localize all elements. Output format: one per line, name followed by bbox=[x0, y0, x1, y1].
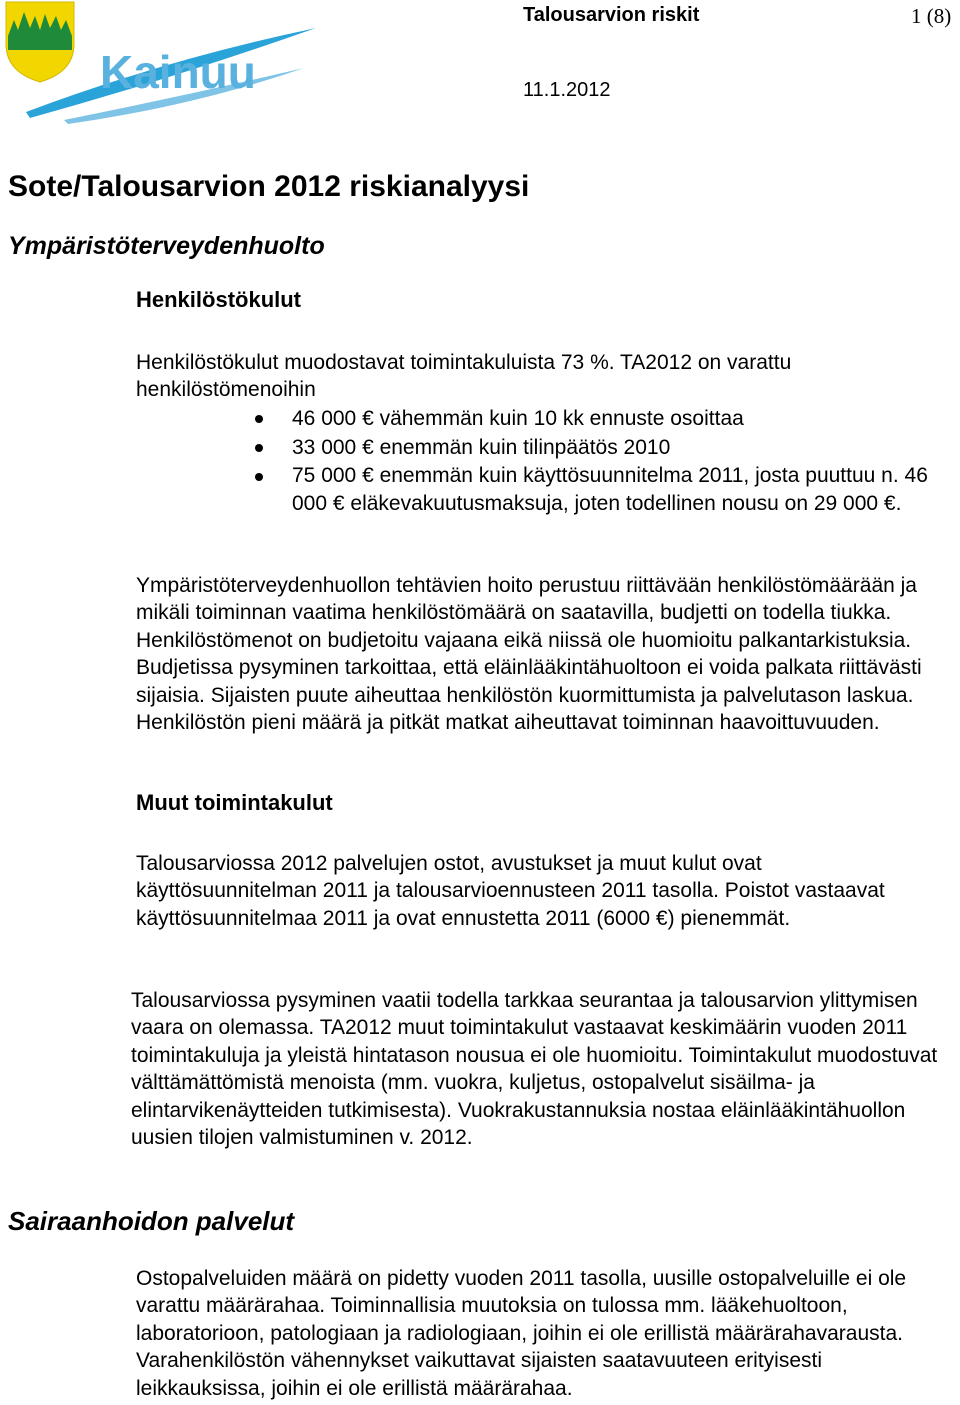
kainuu-logo bbox=[4, 0, 344, 125]
kainuu-logo-graphic bbox=[4, 0, 344, 125]
paragraph-henkilostomaara: Ympäristöterveydenhuollon tehtävien hoito perustuu riittävään henkilöstömäärään ja mikäli toiminnan vaatima henkilöstömäärä on saatavilla, budjetti on todella tiukka. Henkilöstömenot on budjetoitu vajaana eikä niissä ole huomioitu palkantarkistuksia. Budjetissa pysyminen tarkoittaa, että eläinlääkintähuoltoon ei voida palkata riittävästi sijaisia. Sijaisten puute aiheuttaa henkilöstön kuormittumista ja palvelutason laskua. Henkilöstön pieni määrä ja pitkät matkat aiheuttavat toiminnan haavoittuvuuden. bbox=[136, 574, 922, 735]
logo-text: Kainuu bbox=[100, 46, 256, 98]
page-number: 1 (8) bbox=[911, 4, 952, 28]
document-date: 11.1.2012 bbox=[523, 79, 611, 101]
paragraph-henkilostokulut-intro: Henkilöstökulut muodostavat toimintakuluista 73 %. TA2012 on varattu henkilöstömenoihin bbox=[136, 351, 792, 402]
paragraph-muut-toimintakulut-2: Talousarviossa pysyminen vaatii todella tarkkaa seurantaa ja talousarvion ylittymisen vaara on olemassa. TA2012 muut toimintakulut vastaavat keskimäärin vuoden 2011 toimintakuluja ja yleistä hintatason nousua ei ole huomioitu. Toimintakulut muodostuvat välttämättömistä menoista (mm. vuokra, kuljetus, ostopalvelut sisäilma- ja elintarvikenäytteiden tutkimisesta). Vuokrakustannuksia nostaa eläinlääkintähuollon uusien tilojen valmistuminen v. 2012. bbox=[131, 989, 938, 1150]
subsection-heading-henkilostokulut: Henkilöstökulut bbox=[136, 287, 302, 312]
section-heading-ymparistoterveydenhuolto: Ympäristöterveydenhuolto bbox=[8, 232, 325, 260]
list-item: 75 000 € enemmän kuin käyttösuunnitelma 2011, josta puuttuu n. 46 000 € eläkevakuutusmaksuja, joten todellinen nousu on 29 000 €. bbox=[250, 462, 960, 518]
document-header-title: Talousarvion riskit bbox=[523, 4, 700, 26]
subsection-heading-muut-toimintakulut: Muut toimintakulut bbox=[136, 790, 333, 815]
paragraph-sairaanhoidon-palvelut: Ostopalveluiden määrä on pidetty vuoden 2011 tasolla, uusille ostopalveluille ei ole varattu määrärahaa. Toiminnallisia muutoksia on tulossa mm. lääkehuoltoon, laboratorioon, patologiaan ja radiologiaan, joihin ei ole erillistä määrärahavarausta. Varahenkilöstön vähennykset vaikuttavat sijaisten saatavuuteen erityisesti leikkauksissa, joihin ei ole erillistä määrärahaa. bbox=[136, 1267, 907, 1400]
section-heading-sairaanhoidon-palvelut: Sairaanhoidon palvelut bbox=[8, 1206, 295, 1236]
bullet-list-henkilostomenot bbox=[250, 404, 960, 518]
list-item: 46 000 € vähemmän kuin 10 kk ennuste osoittaa bbox=[250, 404, 960, 433]
paragraph-muut-toimintakulut-1: Talousarviossa 2012 palvelujen ostot, avustukset ja muut kulut ovat käyttösuunnitelman 2011 ja talousarvioennusteen 2011 tasolla. Poistot vastaavat käyttösuunnitelmaa 2011 ja ovat ennustetta 2011 (6000 €) pienemmät. bbox=[136, 852, 885, 930]
list-item: 33 000 € enemmän kuin tilinpäätös 2010 bbox=[250, 433, 960, 462]
document-title: Sote/Talousarvion 2012 riskianalyysi bbox=[8, 170, 530, 203]
